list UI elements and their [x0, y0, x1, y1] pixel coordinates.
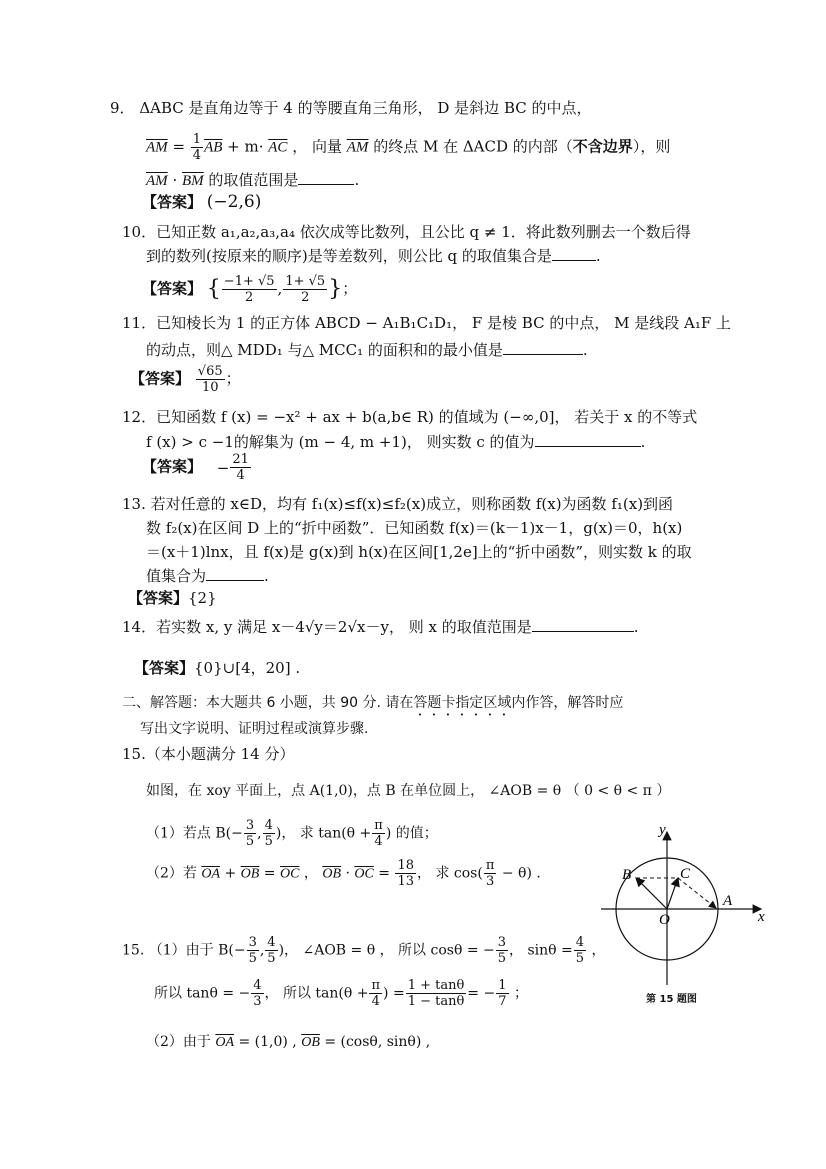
q9-line2	[146, 132, 670, 163]
numerator: 21	[232, 452, 249, 467]
q13-answer	[128, 588, 217, 608]
numerator: 1+ √5	[285, 274, 326, 289]
q15-score: （本小题满分 14 分）	[145, 745, 295, 763]
q11-answer	[130, 364, 241, 400]
q9-answer-value: (−2,6)	[206, 192, 262, 212]
equals: =	[259, 865, 280, 882]
text: ，	[587, 942, 606, 959]
period: .	[354, 171, 360, 189]
section-emphasis: 答题卡指定区域	[413, 695, 512, 711]
numerator: 4	[264, 818, 273, 833]
answer-blank	[503, 340, 583, 355]
fraction	[484, 858, 497, 889]
q13-text-3: ＝(x＋1)lnx，且 f(x)是 g(x)到 h(x)在区间[1,2e]上的“折中函数”，则实数 k 的取	[146, 543, 692, 561]
section-heading-2	[140, 719, 368, 739]
vector-oc-line	[667, 878, 678, 909]
text: = −	[467, 985, 496, 1002]
vector-ac: $\overline{AC}$	[268, 139, 288, 156]
answer-label: 【答案】	[134, 659, 195, 677]
fraction	[251, 978, 263, 1009]
answer-blank	[206, 566, 264, 581]
right-brace: }	[328, 276, 343, 302]
numerator: π	[371, 978, 381, 993]
fraction	[247, 935, 259, 966]
q9-text: ΔABC 是直角边等于 4 的等腰直角三角形， D 是斜边 BC 的中点，	[139, 99, 592, 117]
answer-blank	[535, 432, 641, 447]
text: （2）若	[146, 865, 202, 882]
plus: +	[220, 865, 241, 882]
fraction	[283, 274, 327, 305]
unit-circle-figure	[596, 820, 776, 990]
equals: =	[373, 865, 395, 882]
numerator: 4	[253, 978, 262, 993]
sol15-line3	[146, 1032, 430, 1053]
denominator: 4	[192, 148, 202, 163]
q15-intro-text: 如图，在 xoy 平面上，点 A(1,0)，点 B 在单位圆上， ∠AOB = θ （ 0 < θ < π ）	[146, 783, 671, 799]
denominator: 3	[485, 874, 495, 889]
q14-answer-value: {0}∪[4，20] .	[194, 659, 301, 677]
vector-oc: $\overline{OC}$	[279, 866, 300, 882]
fraction	[574, 935, 586, 966]
q15-intro	[146, 781, 670, 801]
q13-line2	[146, 518, 682, 538]
q9-text-vector: ， 向量	[287, 137, 347, 156]
q13-text-2: 数 f₂(x)在区间 D 上的“折中函数”．已知函数 f(x)＝(k－1)x－1，g(x)＝0，h(x)	[146, 519, 683, 537]
numerator: 3	[248, 935, 257, 950]
vector-ob: $\overline{OB}$	[322, 866, 342, 882]
denominator: 2	[245, 290, 254, 305]
q14-number: 14．	[122, 618, 157, 636]
q15-part2	[146, 858, 541, 894]
q10-answer: 【答案】 { $\frac{-1+ √5}{2}$ , $\frac{1+ √5}{2}$ }；	[142, 274, 358, 305]
vector-am-2: $\overline{AM}$	[346, 139, 369, 156]
equals: =	[167, 137, 190, 156]
vector-am-3: $\overline{AM}$	[146, 173, 168, 189]
fraction	[230, 452, 251, 483]
period: .	[640, 433, 646, 451]
q15-header	[122, 744, 294, 764]
fraction	[496, 978, 508, 1009]
section-text-2: 写出文字说明、证明过程或演算步骤.	[140, 721, 369, 737]
numerator: 1	[498, 978, 507, 993]
q9-number: 9．	[110, 99, 135, 117]
text: ， 所以 tan(θ +	[264, 985, 369, 1002]
denominator: 1 − tanθ	[407, 994, 465, 1009]
fraction	[369, 978, 382, 1009]
text: （2）由于	[146, 1034, 216, 1050]
minus-sign: −	[216, 458, 230, 477]
figure-caption: 第 15 题图	[646, 994, 697, 1005]
numerator: 3	[245, 818, 255, 833]
vector-oc: $\overline{OC}$	[354, 866, 374, 882]
semicolon: ；	[225, 369, 241, 388]
dot-operator: ·	[341, 865, 355, 882]
text: （1）由于 B(−	[148, 942, 246, 959]
period: .	[582, 341, 588, 359]
q10-text-2: 到的数列(按原来的顺序)是等差数列，则公比 q 的取值集合是	[146, 247, 552, 265]
text: − θ) .	[497, 865, 541, 882]
denominator: 10	[201, 380, 219, 395]
answer-label: 【答案】	[130, 369, 191, 388]
q12-text-2: f (x) > c −1的解集为 (m − 4, m +1)， 则实数 c 的值为	[146, 433, 535, 451]
text: ， 求 cos(	[417, 865, 483, 882]
period: .	[633, 618, 639, 636]
numerator: 1	[192, 132, 202, 147]
q13-line1	[122, 494, 673, 514]
label-a: A	[723, 893, 733, 909]
denominator: 5	[248, 951, 257, 966]
denominator: 4	[374, 834, 383, 849]
q13-number: 13.	[122, 495, 146, 513]
vector-ob: $\overline{OB}$	[301, 1035, 320, 1050]
vector-ob-line	[636, 878, 667, 909]
denominator: 5	[267, 951, 276, 966]
section-text-b: 内作答，解答时应	[511, 695, 624, 711]
numerator: 18	[397, 858, 415, 873]
label-b: B	[622, 867, 632, 883]
q9-text-then: ），则	[632, 137, 671, 156]
label-x: x	[758, 909, 765, 925]
fraction	[196, 364, 225, 395]
denominator: 5	[497, 951, 507, 966]
text: = (1,0) ,	[234, 1034, 302, 1050]
label-y: y	[659, 822, 666, 838]
comma: ,	[259, 942, 265, 959]
denominator: 3	[253, 994, 262, 1009]
q13-line4	[146, 566, 269, 586]
numerator: 3	[497, 935, 507, 950]
answer-label: 【答案】	[142, 279, 203, 298]
text: ；	[509, 985, 528, 1002]
q10-line2	[146, 246, 601, 266]
period: .	[264, 567, 269, 585]
text: ) =	[383, 985, 405, 1002]
q13-line3	[146, 542, 692, 562]
answer-blank	[552, 246, 596, 261]
numerator: 4	[267, 935, 276, 950]
q9-text-range: 的取值范围是	[203, 171, 299, 189]
numerator: 4	[575, 935, 585, 950]
answer-label: 【答案】	[142, 193, 203, 211]
q13-text: 若对任意的 x∈D，均有 f₁(x)≤f(x)≤f₂(x)成立，则称函数 f(x)为函数 f₁(x)到函	[150, 495, 674, 513]
denominator: 4	[236, 468, 245, 483]
q13-text-4: 值集合为	[146, 567, 207, 585]
answer-label: 【答案】	[128, 589, 189, 607]
q10-text: 已知正数 a₁,a₂,a₃,a₄ 依次成等比数列，且公比 q ≠ 1．将此数列删去一个数后得	[156, 223, 691, 241]
sol15-line1	[122, 935, 606, 971]
q13-answer-value: {2}	[188, 589, 217, 607]
q9-line3	[146, 170, 359, 191]
vector-am: $\overline{AM}$	[146, 139, 168, 156]
label-c: C	[680, 866, 691, 882]
answer-blank	[298, 170, 354, 185]
numerator: 1 + tanθ	[407, 978, 465, 993]
fraction	[496, 935, 508, 966]
denominator: 2	[301, 290, 310, 305]
label-o: O	[659, 912, 670, 928]
answer-blank	[532, 617, 634, 632]
q14-answer	[134, 658, 300, 678]
q15-number: 15.	[122, 745, 146, 763]
fraction	[372, 818, 385, 849]
q14-text: 若实数 x, y 满足 x－4√y＝2√x－y， 则 x 的取值范围是	[156, 618, 532, 636]
vector-oa: $\overline{OA}$	[201, 866, 221, 882]
q12-line2	[146, 432, 645, 452]
text: = (cosθ, sinθ) ,	[319, 1034, 431, 1050]
fraction	[222, 274, 277, 305]
q12-line1	[122, 407, 697, 427]
q11-line1	[122, 313, 731, 333]
period: .	[595, 247, 601, 265]
text: ) 的值；	[385, 825, 438, 842]
text: )， ∠AOB = θ ， 所以 cosθ = −	[278, 942, 495, 959]
fraction	[265, 935, 277, 966]
numerator: −1+ √5	[223, 274, 275, 289]
left-brace: {	[206, 276, 221, 302]
semicolon: ；	[342, 279, 358, 298]
q9-text-m: + m·	[222, 137, 269, 156]
denominator: 4	[371, 994, 380, 1009]
q11-number: 11．	[122, 314, 157, 332]
numerator: π	[485, 858, 495, 873]
section-heading	[122, 693, 623, 719]
denominator: 5	[245, 834, 255, 849]
comma: ，	[299, 865, 323, 882]
q10-number: 10．	[122, 223, 157, 241]
dot-operator: ·	[167, 171, 182, 189]
fraction	[406, 978, 467, 1009]
q15-part1	[146, 818, 438, 854]
denominator: 7	[498, 994, 507, 1009]
q12-text: 已知函数 f (x) = −x² + ax + b(a,b∈ R) 的值域为 (−∞,0]， 若关于 x 的不等式	[156, 408, 698, 426]
q10-line1	[122, 222, 691, 242]
q9-line1	[110, 98, 592, 118]
denominator: 13	[397, 874, 415, 889]
sol15-line2	[154, 978, 528, 1018]
fraction-one-quarter	[191, 132, 203, 163]
q9-answer	[142, 192, 261, 212]
denominator: 5	[264, 834, 273, 849]
fraction	[244, 818, 256, 849]
text: )， 求 tan(θ +	[275, 825, 372, 842]
q11-line2	[146, 340, 588, 360]
numerator: √65	[197, 364, 223, 379]
comma: ,	[257, 825, 262, 842]
text: （1）若点 B(−	[146, 825, 243, 842]
denominator: 5	[575, 951, 585, 966]
vector-oa: $\overline{OA}$	[215, 1035, 235, 1050]
fraction	[395, 858, 416, 889]
text: ， sinθ =	[509, 942, 573, 959]
numerator: π	[374, 818, 383, 833]
q11-text: 已知棱长为 1 的正方体 ABCD − A₁B₁C₁D₁， F 是棱 BC 的中点， M 是线段 A₁F 上	[156, 314, 732, 332]
fraction	[263, 818, 275, 849]
sol15-number: 15.	[122, 942, 145, 959]
answer-label: 【答案】	[142, 457, 203, 476]
q12-answer	[142, 452, 252, 488]
section-text-a: 二、解答题：本大题共 6 小题，共 90 分. 请在	[122, 695, 414, 711]
vector-bm: $\overline{BM}$	[181, 173, 204, 189]
vector-ob: $\overline{OB}$	[240, 866, 260, 882]
vector-ab: $\overline{AB}$	[204, 139, 223, 156]
text: 所以 tanθ = −	[154, 985, 251, 1002]
q11-text-2: 的动点，则△ MDD₁ 与△ MCC₁ 的面积和的最小值是	[146, 341, 503, 359]
q12-number: 12．	[122, 408, 157, 426]
q9-bold-note: 不含边界	[572, 137, 633, 156]
q9-text-endpoint: 的终点 M 在 ΔACD 的内部（	[368, 137, 573, 156]
q14-line1	[122, 617, 639, 637]
